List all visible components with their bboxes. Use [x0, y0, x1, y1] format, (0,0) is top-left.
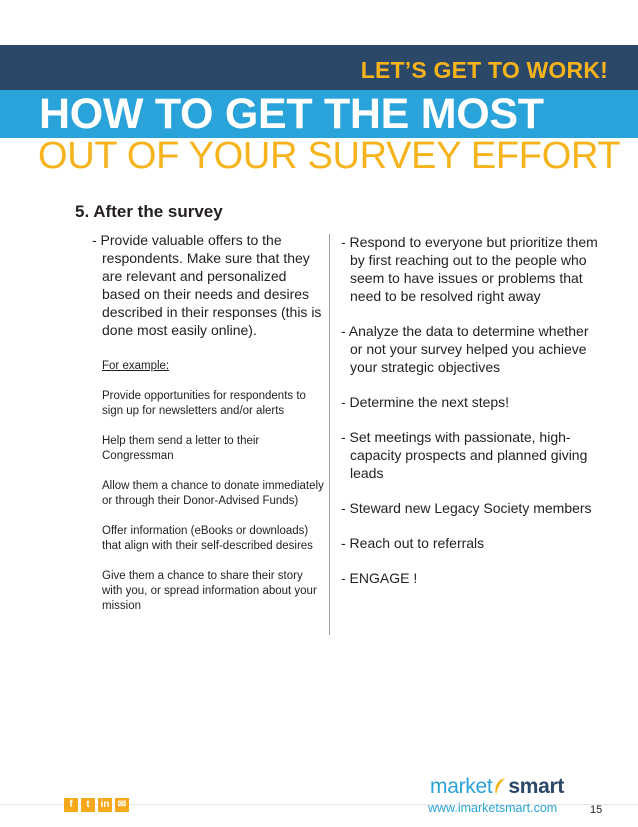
right-column — [341, 233, 601, 604]
example-label: For example: — [102, 360, 170, 372]
page-number: 15 — [590, 804, 603, 816]
logo — [430, 776, 564, 802]
right-bullet: - Analyze the data to determine whether or not your survey helped you achieve your strategic objectives — [341, 323, 589, 375]
linkedin-icon[interactable]: in — [98, 798, 112, 812]
facebook-icon[interactable]: f — [64, 798, 78, 812]
right-bullet: - Respond to everyone but prioritize them by first reaching out to the people who seem to have issues or problems that need to be resolved right away — [341, 234, 598, 304]
logo-market: market — [430, 775, 493, 798]
logo-swoosh-icon — [492, 777, 508, 802]
twitter-icon[interactable]: t — [81, 798, 95, 812]
right-bullet: - Set meetings with passionate, high-capacity prospects and planned giving leads — [341, 429, 588, 481]
email-icon[interactable]: ✉ — [115, 798, 129, 812]
example-item: Allow them a chance to donate immediately or through their Donor-Advised Funds) — [102, 480, 324, 507]
right-bullet: - Reach out to referrals — [341, 535, 485, 551]
example-item: Help them send a letter to their Congressman — [102, 435, 260, 462]
example-item: Offer information (eBooks or downloads) that align with their self-described desires — [102, 525, 313, 552]
logo-smart: smart — [508, 775, 565, 798]
example-item: Give them a chance to share their story with you, or spread information about your mission — [102, 570, 317, 612]
left-column — [92, 231, 324, 614]
social-links — [64, 798, 129, 812]
header-kicker: LET’S GET TO WORK! — [360, 57, 608, 83]
page-subheadline: OUT OF YOUR SURVEY EFFORT — [38, 135, 621, 177]
column-divider — [329, 234, 330, 635]
left-bullet: - Provide valuable offers to the respondents. Make sure that they are relevant and personalized based on their needs and desires described in their responses (this is done most easily online). — [92, 232, 322, 338]
right-bullet: - Steward new Legacy Society members — [341, 500, 592, 516]
example-item: Provide opportunities for respondents to sign up for newsletters and/or alerts — [102, 390, 306, 417]
right-bullet: - Determine the next steps! — [341, 394, 510, 410]
website-link[interactable]: www.imarketsmart.com — [428, 801, 558, 815]
right-bullet: - ENGAGE ! — [341, 570, 418, 586]
section-title: 5. After the survey — [75, 202, 223, 221]
page-headline: HOW TO GET THE MOST — [39, 90, 544, 138]
